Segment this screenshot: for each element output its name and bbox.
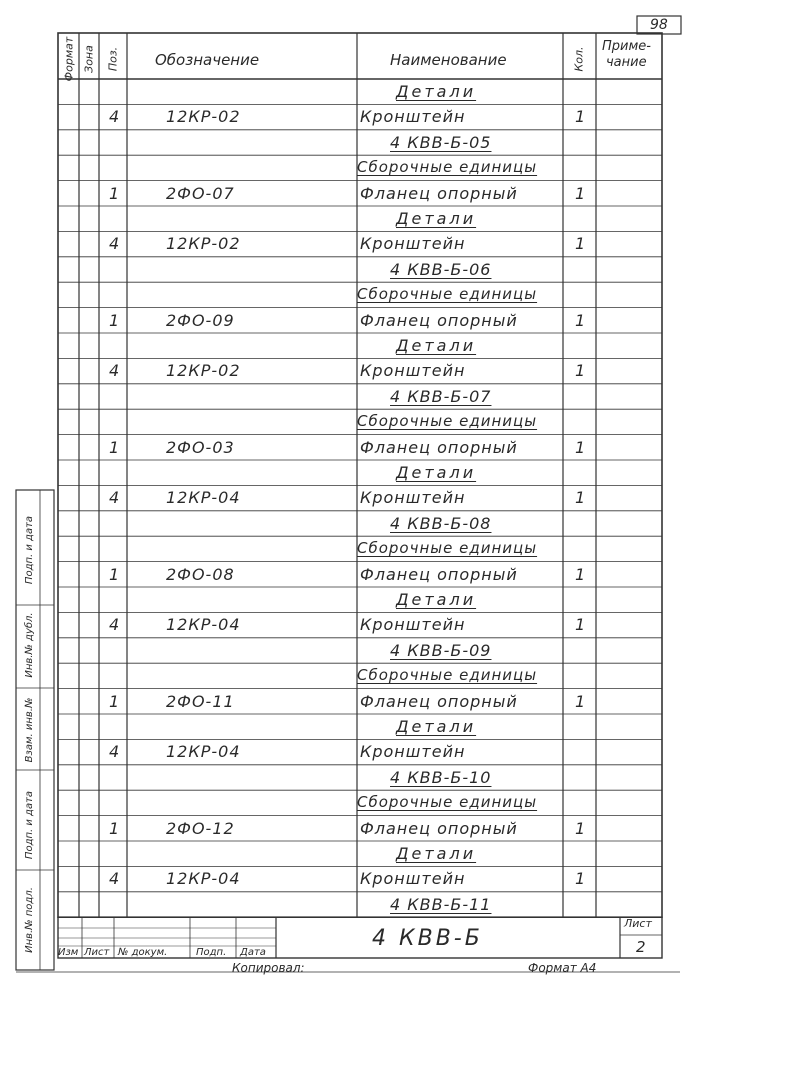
row-qty: 1 — [575, 691, 587, 711]
title-col-date: Дата — [240, 947, 266, 958]
row-name: Кронштейн — [360, 488, 466, 508]
title-col-docno: № докум. — [118, 947, 168, 958]
row-pos: 4 — [109, 107, 121, 127]
row-name: Детали — [396, 717, 477, 736]
title-col-sheet: Лист — [84, 947, 110, 958]
footer-copied: Копировал: — [232, 961, 305, 975]
row-name: Детали — [396, 590, 477, 609]
row-designation: 2ФО-11 — [166, 691, 235, 711]
title-block-document: 4 КВВ-Б — [372, 926, 483, 951]
side-label-sign-date-1: Подп. и дата — [24, 515, 35, 585]
row-name: Сборочные единицы — [357, 793, 538, 812]
header-designation: Обозначение — [155, 51, 260, 69]
row-name: Фланец опорный — [360, 691, 518, 711]
header-pos: Поз. — [106, 46, 120, 72]
header-note-2: чание — [606, 55, 647, 70]
row-qty: 1 — [575, 234, 587, 254]
row-pos: 1 — [109, 818, 121, 838]
row-name: Сборочные единицы — [357, 285, 538, 304]
row-name: 4 КВВ-Б-06 — [390, 259, 492, 279]
row-designation: 2ФО-12 — [166, 818, 235, 838]
row-designation: 12КР-04 — [166, 869, 241, 889]
row-name: Фланец опорный — [360, 310, 518, 330]
row-name: 4 КВВ-Б-05 — [390, 132, 492, 152]
row-qty: 1 — [575, 310, 587, 330]
row-qty: 1 — [575, 107, 587, 127]
row-qty: 1 — [575, 818, 587, 838]
row-pos: 4 — [109, 615, 121, 635]
row-name: Фланец опорный — [360, 183, 518, 203]
row-pos: 4 — [109, 742, 121, 762]
row-name: Кронштейн — [360, 234, 466, 254]
side-stamp-frame — [16, 490, 54, 970]
row-name: Кронштейн — [360, 361, 466, 381]
row-name: Сборочные единицы — [357, 539, 538, 558]
row-designation: 2ФО-09 — [166, 310, 235, 330]
header-note-1: Приме- — [602, 39, 651, 54]
row-qty: 1 — [575, 869, 587, 889]
row-pos: 1 — [109, 564, 121, 584]
row-designation: 12КР-02 — [166, 107, 241, 127]
row-name: Сборочные единицы — [357, 412, 538, 431]
row-name: Кронштейн — [360, 742, 466, 762]
title-block-sheet-label: Лист — [624, 917, 652, 930]
row-name: Кронштейн — [360, 615, 466, 635]
row-pos: 1 — [109, 691, 121, 711]
row-name: 4 КВВ-Б-10 — [390, 767, 492, 787]
row-designation: 12КР-04 — [166, 742, 241, 762]
row-qty: 1 — [575, 615, 587, 635]
row-designation: 12КР-04 — [166, 488, 241, 508]
row-pos: 4 — [109, 869, 121, 889]
side-label-replace-inv: Взам. инв.№ — [24, 697, 35, 763]
row-pos: 1 — [109, 437, 121, 457]
row-name: Детали — [396, 844, 477, 863]
row-name: Детали — [396, 463, 477, 482]
row-name: 4 КВВ-Б-11 — [390, 894, 492, 914]
row-name: Детали — [396, 209, 477, 228]
row-designation: 12КР-02 — [166, 234, 241, 254]
row-qty: 1 — [575, 361, 587, 381]
row-pos: 1 — [109, 183, 121, 203]
title-block-sheet-value: 2 — [636, 938, 646, 956]
row-name: Фланец опорный — [360, 437, 518, 457]
row-name: Детали — [396, 82, 477, 101]
row-designation: 2ФО-03 — [166, 437, 235, 457]
row-name: Сборочные единицы — [357, 666, 538, 685]
row-name: Фланец опорный — [360, 818, 518, 838]
row-name: Детали — [396, 336, 477, 355]
side-label-sign-date-2: Подп. и дата — [24, 790, 35, 860]
row-name: Кронштейн — [360, 869, 466, 889]
header-zone: Зона — [82, 45, 96, 73]
side-label-orig-inv: Инв.№ подл. — [24, 887, 35, 953]
header-name: Наименование — [390, 51, 507, 69]
row-qty: 1 — [575, 564, 587, 584]
row-pos: 4 — [109, 234, 121, 254]
row-pos: 1 — [109, 310, 121, 330]
row-qty: 1 — [575, 488, 587, 508]
row-name: 4 КВВ-Б-07 — [390, 386, 492, 406]
row-pos: 4 — [109, 361, 121, 381]
row-qty: 1 — [575, 437, 587, 457]
row-name: 4 КВВ-Б-09 — [390, 640, 492, 660]
row-designation: 12КР-02 — [166, 361, 241, 381]
side-label-dup-inv: Инв.№ дубл. — [24, 612, 35, 678]
header-qty: Кол. — [572, 46, 586, 72]
sheet-number: 98 — [650, 17, 668, 33]
row-name: 4 КВВ-Б-08 — [390, 513, 492, 533]
row-designation: 2ФО-07 — [166, 183, 235, 203]
row-name: Фланец опорный — [360, 564, 518, 584]
row-designation: 2ФО-08 — [166, 564, 235, 584]
row-pos: 4 — [109, 488, 121, 508]
row-name: Сборочные единицы — [357, 158, 538, 177]
row-qty: 1 — [575, 183, 587, 203]
title-col-change: Изм — [58, 947, 79, 958]
title-col-sign: Подп. — [196, 947, 227, 958]
header-format: Формат — [62, 36, 76, 82]
row-designation: 12КР-04 — [166, 615, 241, 635]
footer-format: Формат А4 — [528, 961, 597, 975]
row-name: Кронштейн — [360, 107, 466, 127]
